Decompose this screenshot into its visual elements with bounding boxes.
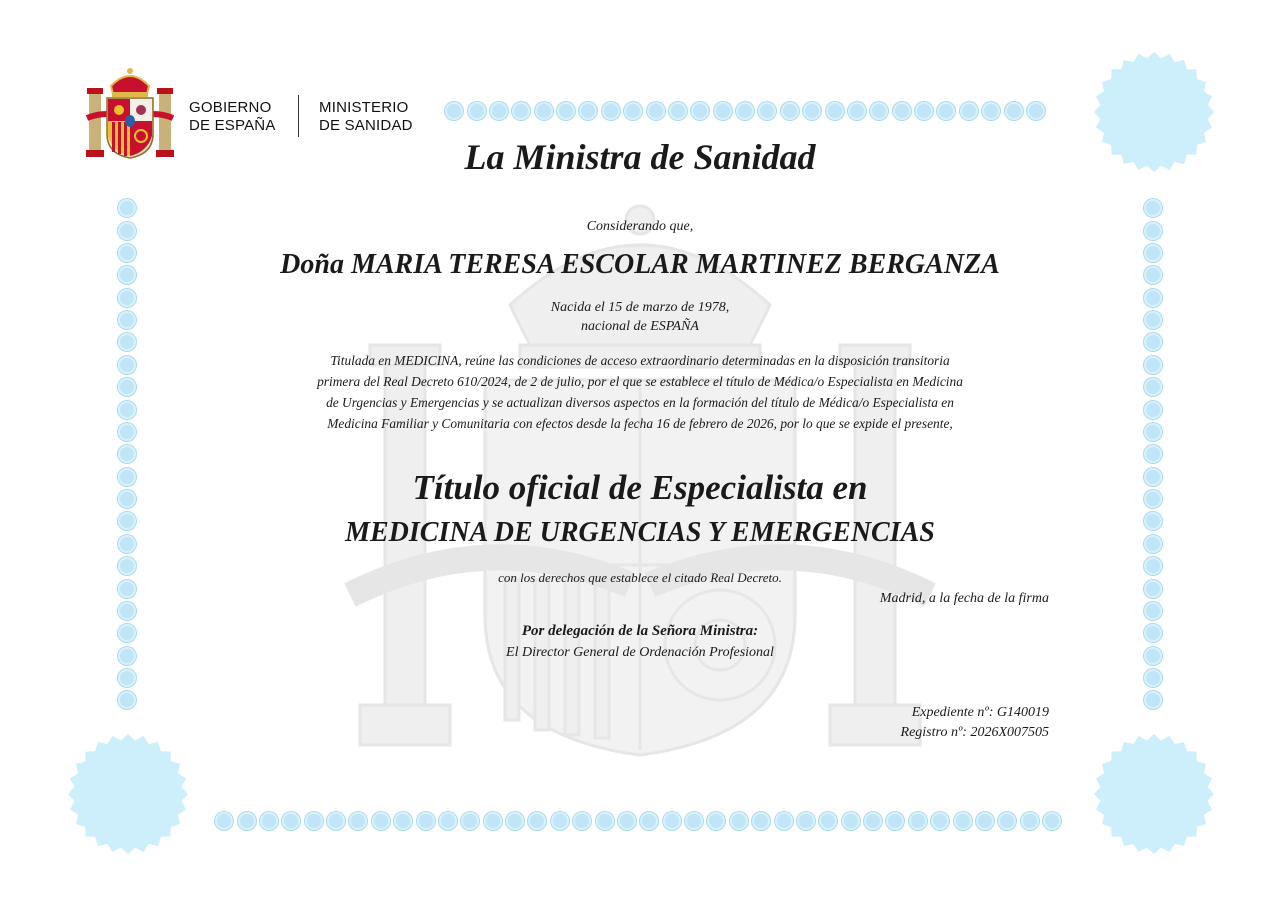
border-dot [848,102,866,120]
border-dot [596,812,614,830]
body-line-1: Titulada en MEDICINA, reúne las condiciones de acceso extraordinario determinadas en la disposición transitoria [330,353,950,368]
border-dot [528,812,546,830]
border-dot [215,812,233,830]
border-dot [775,812,793,830]
border-dot [915,102,933,120]
border-dot [484,812,502,830]
gov-line-1: GOBIERNO [189,99,272,116]
border-dot [118,691,136,709]
body-text [0,350,1280,434]
border-dot [797,812,815,830]
body-line-4: Medicina Familiar y Comunitaria con efectos desde la fecha 16 de febrero de 2026, por lo que se expide el presente, [327,416,953,431]
body-line-2: primera del Real Decreto 610/2024, de 2 de julio, por el que se establece el título de Médica/o Especialista en Medicina [317,374,963,389]
border-dot [238,812,256,830]
signatory-text: El Director General de Ordenación Profesional [506,645,774,660]
border-dot [982,102,1000,120]
top-border-chain [443,100,1047,122]
border-dot [663,812,681,830]
border-dot [669,102,687,120]
border-dot [490,102,508,120]
border-dot [826,102,844,120]
border-dot [260,812,278,830]
border-dot [752,812,770,830]
border-dot [758,102,776,120]
border-dot [954,812,972,830]
birth-line: Nacida el 15 de marzo de 1978, [550,300,730,315]
border-dot [730,812,748,830]
border-dot [618,812,636,830]
bottom-border-chain [213,810,1063,832]
border-dot [557,102,575,120]
border-dot [707,812,725,830]
border-dot [691,102,709,120]
specialty-name: MEDICINA DE URGENCIAS Y EMERGENCIAS [345,517,935,548]
ministry-label [319,99,413,135]
border-dot [931,812,949,830]
border-dot [803,102,821,120]
border-dot [1144,669,1162,687]
rights-line: con los derechos que establece el citado Real Decreto. [498,570,782,585]
border-dot [736,102,754,120]
border-dot [535,102,553,120]
border-dot [1144,445,1162,463]
min-line-2: DE SANIDAD [319,117,413,134]
border-dot [1005,102,1023,120]
border-dot [349,812,367,830]
gov-line-2: DE ESPAÑA [189,117,276,134]
border-dot [937,102,955,120]
border-dot [445,102,463,120]
border-dot [118,445,136,463]
border-dot [461,812,479,830]
border-dot [886,812,904,830]
border-dot [118,602,136,620]
border-dot [468,102,486,120]
border-dot [1043,812,1061,830]
border-dot [909,812,927,830]
border-dot [1027,102,1045,120]
border-dot [870,102,888,120]
border-dot [579,102,597,120]
border-dot [960,102,978,120]
expediente-number: Expediente nº: G140019 [911,705,1049,720]
border-dot [573,812,591,830]
degree-title: Título oficial de Especialista en [412,468,868,507]
border-dot [842,812,860,830]
registro-number: Registro nº: 2026X007505 [900,725,1049,740]
border-dot [998,812,1016,830]
rosette-bottom-left [66,732,190,856]
border-dot [1144,199,1162,217]
border-dot [819,812,837,830]
border-dot [551,812,569,830]
border-dot [327,812,345,830]
delegation-text: Por delegación de la Señora Ministra: [521,623,759,639]
header-divider [298,95,299,137]
border-dot [781,102,799,120]
body-line-3: de Urgencias y Emergencias y se actualizan diversos aspectos en la formación del título de Médica/o Especialista en [326,395,954,410]
government-label [189,99,276,135]
border-dot [282,812,300,830]
border-dot [714,102,732,120]
border-dot [624,102,642,120]
recipient-name: Doña MARIA TERESA ESCOLAR MARTINEZ BERGANZA [280,249,1000,280]
place-date: Madrid, a la fecha de la firma [879,591,1049,606]
min-line-1: MINISTERIO [319,99,409,116]
border-dot [602,102,620,120]
border-dot [372,812,390,830]
border-dot [1144,602,1162,620]
page-title: La Ministra de Sanidad [464,137,816,177]
border-dot [1144,691,1162,709]
nationality-line: nacional de ESPAÑA [581,319,699,334]
border-dot [118,199,136,217]
border-dot [417,812,435,830]
border-dot [685,812,703,830]
border-dot [1021,812,1039,830]
border-dot [893,102,911,120]
border-dot [976,812,994,830]
border-dot [647,102,665,120]
border-dot [864,812,882,830]
border-dot [394,812,412,830]
border-dot [512,102,530,120]
border-dot [506,812,524,830]
border-dot [439,812,457,830]
border-dot [118,669,136,687]
considering-text: Considerando que, [586,219,694,234]
rosette-bottom-right [1092,732,1216,856]
border-dot [640,812,658,830]
border-dot [305,812,323,830]
